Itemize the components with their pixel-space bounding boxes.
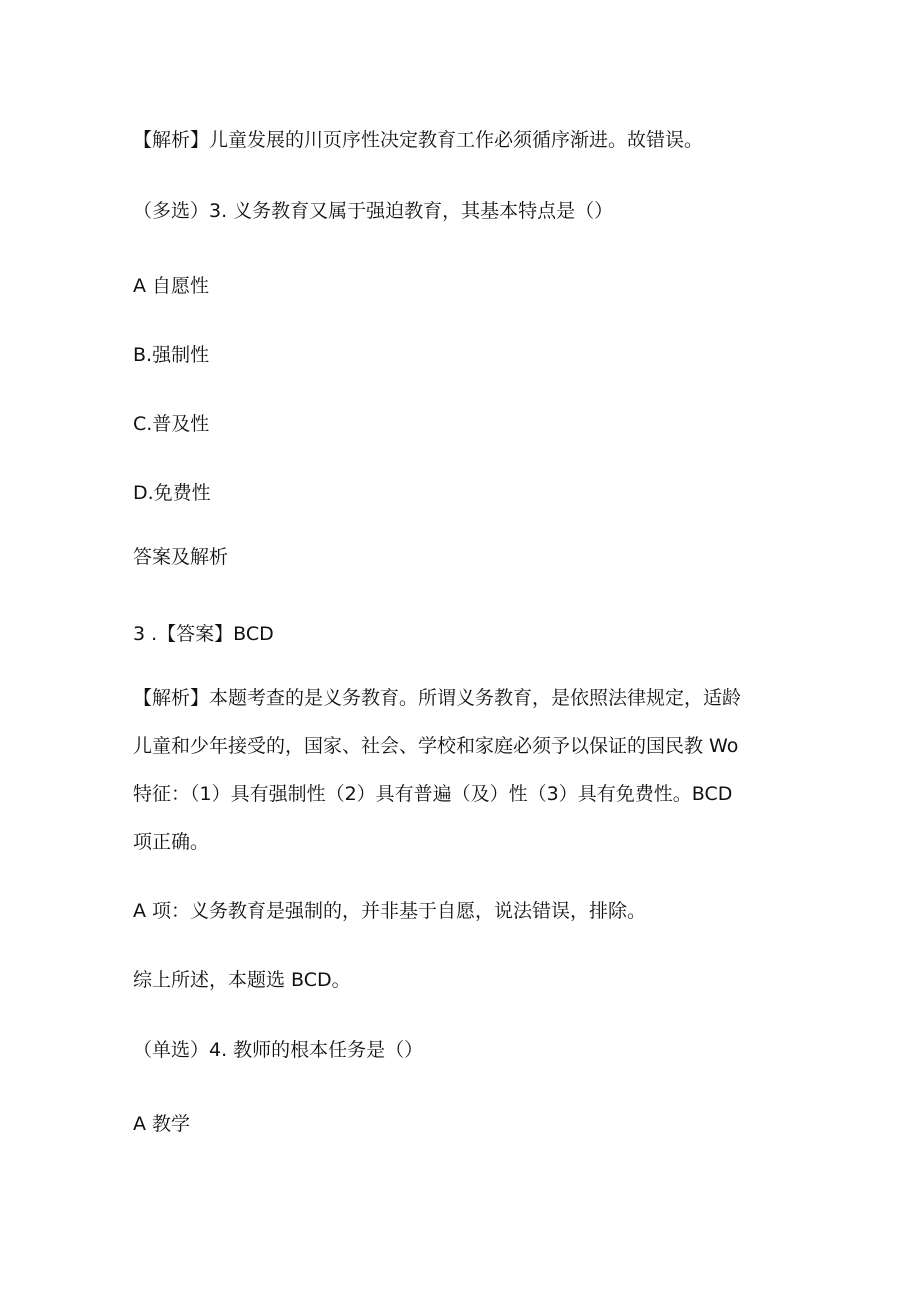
q3-option-a-note: A 项：义务教育是强制的，并非基于自愿，说法错误，排除。 (133, 900, 647, 922)
q3-option-b: B.强制性 (133, 344, 210, 366)
q2-analysis-text: 【解析】儿童发展的川页序性决定教育工作必须循序渐进。故错误。 (133, 129, 704, 151)
q3-option-a: A 自愿性 (133, 275, 210, 297)
q3-answer: 3 .【答案】BCD (133, 623, 274, 645)
q4-option-a: A 教学 (133, 1113, 191, 1135)
q3-analysis-line: 【解析】本题考查的是义务教育。所谓义务教育，是依照法律规定，适龄 (133, 687, 742, 709)
q3-analysis-line: 儿童和少年接受的，国家、社会、学校和家庭必须予以保证的国民教 Wo (133, 735, 739, 757)
q3-summary: 综上所述，本题选 BCD。 (133, 969, 351, 991)
q3-option-c: C.普及性 (133, 413, 210, 435)
q3-analysis-line: 项正确。 (133, 831, 210, 853)
answer-heading: 答案及解析 (133, 546, 229, 568)
q3-analysis-line: 特征：（1）具有强制性（2）具有普遍（及）性（3）具有免费性。BCD (133, 783, 733, 805)
q4-stem: （单选）4. 教师的根本任务是（） (133, 1039, 424, 1061)
q3-stem: （多选）3. 义务教育又属于强迫教育，其基本特点是（） (133, 200, 614, 222)
q3-analysis-paragraph (133, 674, 783, 866)
q3-option-d: D.免费性 (133, 482, 211, 504)
